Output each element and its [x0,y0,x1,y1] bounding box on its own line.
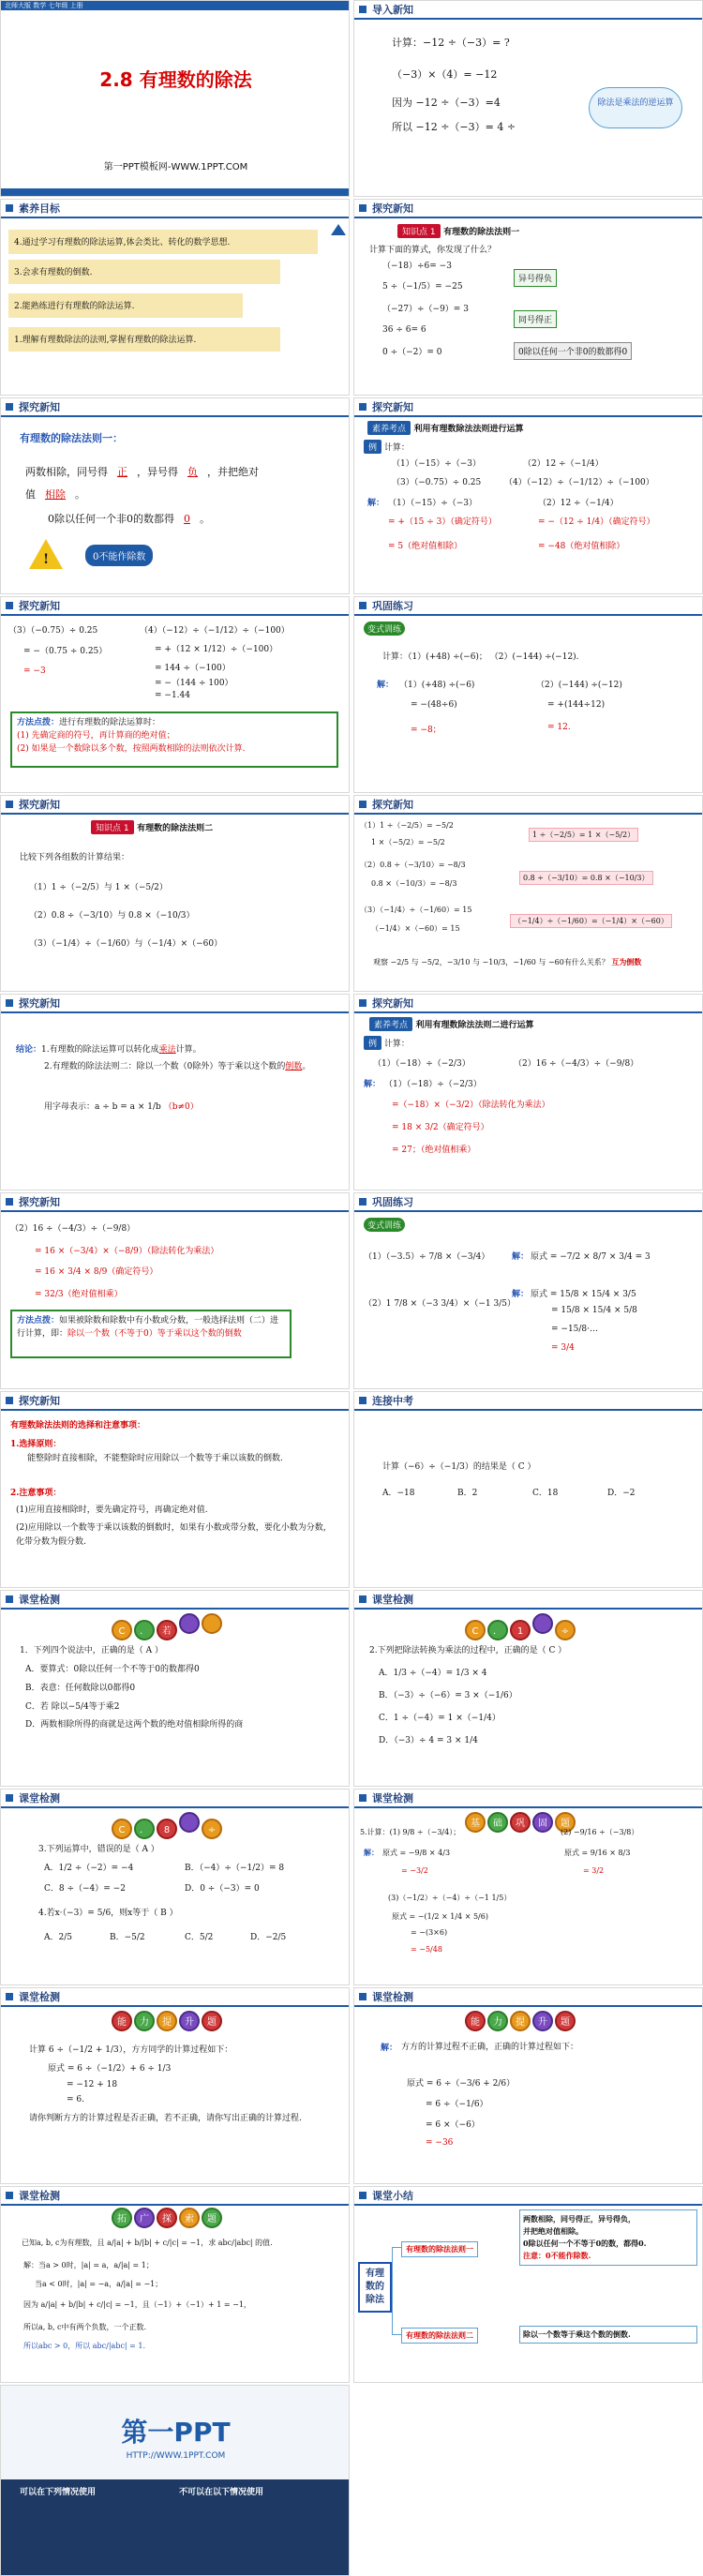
level-badge [179,1812,200,1833]
slide-header: 课堂检测 [19,1594,60,1606]
formula: 用字母表示：a ÷ b = a × 1/b [44,1102,161,1112]
answer: 相除 [45,488,66,501]
answer: 正 [117,466,127,478]
question: 计算（−6）÷（−1/3）的结果是（ C ） [382,1462,536,1472]
option-b: B．表意：任何数除以0都得0 [25,1684,136,1693]
slide-header: 探究新知 [19,1395,60,1407]
slide-check2[interactable]: 课堂检测 C ． 1 ÷ 2.下列把除法转换为乘法的过程中，正确的是（ C ） A．1/3 ÷（−4）= 1/3 × 4 B．（−3）÷（−6）= 3 ×（−1/6） C．1 ÷（−4）= 1 ×（−1/4） D．（−3）÷ 4 = 3 × 1/4 [353,1590,703,1787]
level-badge: 1 [510,1620,531,1640]
slide-header: 巩固练习 [372,1196,413,1208]
calc-line: 因为 −12 ÷（−3）=4 [392,97,501,109]
slide-header: 课堂检测 [19,2190,60,2202]
question: 2.下列把除法转换为乘法的过程中，正确的是（ C ） [369,1646,567,1655]
slide-rule1-summary[interactable]: 探究新知 有理数的除法法则一： 两数相除，同号得 正 ，异号得 负 ，并把绝对 值 相除 。 0除以任何一个非0的数都得 0 。 ! 0不能作除数 [0,397,350,594]
solution: = −(48÷6) [411,700,457,710]
slide-example2[interactable] [353,994,703,1191]
edition-badge: 北师大版 数学 七年级 上册 [5,2,83,9]
slide-example2-cont[interactable] [0,1192,350,1389]
solution: （2）12 ÷（−1/4） [538,499,619,508]
question: (3)（−1/2）÷（−4）÷（−1 1/5） [388,1894,512,1902]
summary-branch: 有理数的除法法则二 [401,2328,478,2344]
slide-check3[interactable]: 课堂检测 C ． 8 ÷ 3.下列运算中，错误的是（ A ） A．1/2 ÷（−2）= −4 B．（−4）÷（−1/2）= 8 C．8 ÷（−4）= −2 D．0 ÷（−3）= 0 4.若x·（−3）= 5/6，则x等于（ B ） A．2/5 B．−5/2 C．5/2 D．−2/5 [0,1789,350,1985]
solution: 原式 = −7/2 × 8/7 × 3/4 = 3 [531,1252,651,1262]
level-badge: 题 [555,2011,576,2031]
slide-conclusion[interactable] [0,994,350,1191]
question: 4.若x·（−3）= 5/6，则x等于（ B ） [38,1909,178,1918]
site-logo: 第一PPT [121,2417,231,2448]
solution: （2）(−144) ÷(−12) [536,681,622,690]
level-badge: 固 [532,1812,553,1833]
rule-box: 同号得正 [514,310,557,328]
solution: 所以a, b, c中有两个负数，一个正数. [23,2323,147,2331]
question: 5.计算：(1) 9/8 ÷（−3/4）； [360,1828,461,1836]
level-badge: 能 [112,2011,132,2031]
solution-label: 解： [367,499,385,508]
question: 计算： [383,443,410,453]
slide-header: 探究新知 [372,997,413,1010]
solution: = 6 ÷（−1/6） [426,2100,488,2109]
hint-bubble: 除法是乘法的逆运算 [589,87,682,128]
solution: = +（15 ÷ 3）（确定符号） [388,517,497,527]
solution: = −（0.75 ÷ 0.25） [23,647,108,656]
slide-end[interactable] [0,2385,350,2576]
slide-header: 探究新知 [372,202,413,215]
calc-line: （−3）×（4）= −12 [392,68,498,81]
slide-rule2[interactable] [0,795,350,992]
question: 比较下列各组数的计算结果： [20,853,130,862]
level-badge: ． [487,1620,508,1640]
option-c: C．18 [532,1489,559,1498]
rule-title: 有理数的除法法则一： [20,432,123,444]
option-b: B．−5/2 [110,1933,145,1942]
solution: 所以abc > 0，所以 abc/|abc| = 1. [23,2342,146,2350]
question: 1．下列四个说法中，正确的是（ A ） [20,1646,163,1655]
solution: = 3/4 [551,1343,575,1353]
solution-label: 解： [381,2044,398,2053]
usage-forbidden: 不可以在以下情况使用 [179,2488,264,2497]
conclusion-text: 。 [302,1062,311,1071]
conclusion-title: 结论： [16,1045,42,1055]
solution: 原式 = 15/8 × 15/4 × 3/5 [531,1290,636,1299]
solution: = −36 [426,2138,454,2148]
level-badge: 巩 [510,1812,531,1833]
option-b: B．（−3）÷（−6）= 3 ×（−1/6） [379,1691,517,1700]
option-d: D．（−3）÷ 4 = 3 × 1/4 [379,1736,478,1745]
level-badge: ÷ [202,1819,222,1839]
calc-line: （−27）÷（−9）= 3 [382,305,469,314]
slide-header: 探究新知 [19,997,60,1010]
knowledge-tag: 知识点 1 [397,224,441,238]
slide-header: 导入新知 [372,4,413,16]
solution: = −8； [411,726,441,735]
rule-text: 。 [75,488,85,501]
option-a: A．要算式：0除以任何一个不等于0的数都得0 [25,1665,200,1674]
tip-text: 进行有理数的除法运算时： [59,718,161,727]
goal-3: 3.会求有理数的倒数. [14,268,93,277]
slide-header: 素养目标 [19,202,60,215]
example-tag: 素养考点 [369,1017,412,1031]
level-badge: C [112,1620,132,1640]
slide-header: 探究新知 [19,1196,60,1208]
solution: = −(3×6) [411,1928,448,1937]
rule-text: 0除以任何一个非0的数都得 [48,513,174,525]
slide-header: 探究新知 [19,799,60,811]
level-badge: ÷ [555,1620,576,1640]
calc-line: 1 ×（−5/2）= −5/2 [371,838,445,846]
option-a: A．−18 [382,1489,415,1498]
level-badge [202,1613,222,1634]
slide-notes[interactable] [0,1391,350,1588]
level-badge: 题 [202,2011,222,2031]
problem: （2）1 7/8 ×（−3 3/4）×（−1 3/5） [364,1299,516,1309]
answer: 倒数 [285,1062,303,1071]
equality-box: 1 ÷（−2/5）= 1 ×（−5/2） [529,828,638,842]
slide-header: 探究新知 [19,600,60,612]
option-d: D．0 ÷（−3）= 0 [185,1884,260,1894]
level-badge: ． [134,1620,155,1640]
summary-text: 两数相除，同号得正，异号得负， [523,2214,636,2224]
slide-rule2-compare[interactable] [353,795,703,992]
level-badge: 升 [532,2011,553,2031]
option-c: C．5/2 [185,1933,214,1942]
calc-line: 36 ÷ 6= 6 [382,325,426,335]
tag-title: 有理数的除法法则二 [137,824,214,833]
ex-label: 例 [364,1036,381,1050]
solution: = −5/48 [411,1945,442,1954]
rule-box: 0除以任何一个非0的数都得0 [514,342,632,360]
example-tag: 素养考点 [367,421,411,435]
slide-title[interactable] [0,0,350,197]
solution: = −（144 ÷ 100） [155,679,233,688]
level-badge: ． [134,1819,155,1839]
tag-title: 有理数的除法法则一 [443,228,520,237]
answer: 负 [187,466,198,478]
solution: （1）（−18）÷（−2/3） [384,1080,482,1089]
calc-line: 0.8 ×（−10/3）= −8/3 [371,879,457,888]
slide-improve2[interactable] [353,1987,703,2184]
summary-detail [519,2209,697,2266]
option-a: A．1/2 ÷（−2）= −4 [44,1864,134,1873]
slide-header: 课堂小结 [372,2190,413,2202]
summary-detail: 除以一个数等于乘这个数的倒数. [519,2326,697,2344]
slide-header: 连接中考 [372,1395,413,1407]
level-badge: 升 [179,2011,200,2031]
slide-practice2[interactable] [353,1192,703,1389]
question: (2) −9/16 ÷（−3/8） [561,1828,639,1836]
level-badge: 提 [510,2011,531,2031]
summary-text: 0除以任何一个不等于0的数，都得0. [523,2239,647,2248]
solution: 原式 = −9/8 × 4/3 [382,1849,451,1857]
option-c: 除以−5/4等于乘2 [51,1702,120,1712]
calc-line: （−1/4）×（−60）= 15 [371,924,460,933]
rule-text: ，异号得 [137,466,178,478]
slide-example1[interactable] [353,397,703,594]
goal-4: 4.通过学习有理数的除法运算,体会类比、转化的数学思想. [14,238,231,247]
level-badge: 基 [465,1812,486,1833]
problem: （2）16 ÷（−4/3）÷（−9/8） [514,1059,639,1069]
summary-text: 注意：0不能作除数. [523,2251,591,2260]
site-subtitle: 第一PPT模板网-WWW.1PPT.COM [103,162,248,172]
variant-badge: 变式训练 [364,1218,405,1232]
notes-heading: 1.选择原则： [10,1440,62,1449]
slide-header: 探究新知 [372,799,413,811]
solution: = 6 ×（−6） [426,2120,480,2130]
calc-line: （−18）÷6= −3 [382,262,452,271]
slide-header: 课堂检测 [372,1792,413,1805]
slide-rule1[interactable] [353,199,703,396]
level-badge: 广 [134,2208,155,2228]
question: 计算：（1）(+48) ÷(−6)； （2）(−144) ÷(−12). [382,652,579,662]
solution-label: 解： [364,1848,379,1857]
question: 观察 −2/5 与 −5/2，−3/10 与 −10/3，−1/60 与 −60有什么关系？ [373,958,609,966]
solution: = 27；（绝对值相乘） [392,1146,476,1155]
rule-box: 异号得负 [514,269,557,287]
goal-1: 1.理解有理数除法的法则,掌握有理数的除法运算. [14,336,197,345]
goal-2: 2.能熟练进行有理数的除法运算. [14,302,135,311]
arrow-up-icon [331,224,346,235]
slide-header: 巩固练习 [372,600,413,612]
ex-label: 例 [364,440,381,454]
tip-box [10,711,338,768]
option-b: B．（−4）÷（−1/2）= 8 [185,1864,285,1873]
instruction: 请你判断方方的计算过程是否正确，若不正确，请你写出正确的计算过程. [29,2114,302,2123]
solution-label: 解： [377,681,395,690]
solution: （4）（−12）÷（−1/12）÷（−100） [140,626,290,636]
calc-line: （2）0.8 ÷（−3/10）= −8/3 [360,861,466,869]
question: 已知a, b, c为有理数，且 a/|a| + b/|b| + c/|c| = −1，求 abc/|abc| 的值. [22,2239,273,2247]
slide-header: 课堂检测 [19,1991,60,2003]
solution: （3）（−0.75）÷ 0.25 [8,626,98,636]
variant-badge: 变式训练 [364,622,405,636]
slide-example1-cont[interactable] [0,596,350,793]
condition: （b≠0） [163,1102,199,1112]
option-a: A．1/3 ÷（−4）= 1/3 × 4 [379,1669,487,1678]
usage-allowed: 可以在下列情况使用 [20,2488,97,2497]
level-badge: C [465,1620,486,1640]
solution: = −3 [23,666,46,676]
solution: = −15/8·… [551,1325,599,1334]
solution: = 18 × 3/2（确定符号） [392,1123,489,1132]
solution: = −（12 ÷ 1/4）（确定符号） [538,517,655,527]
problem: （1）（−15）÷（−3） [392,459,482,469]
problem: （2）12 ÷（−1/4） [523,459,604,469]
calc-line: 所以 −12 ÷（−3）= 4 ÷ [392,121,516,133]
tip-title: 方法点拨： [17,1316,60,1325]
level-badge: 力 [487,2011,508,2031]
option-b: B．2 [457,1489,478,1498]
slide-goals[interactable] [0,199,350,396]
problem: （1）（−18）÷（−2/3） [373,1059,471,1069]
warning-note: 0不能作除数 [85,545,153,566]
solution: = −3/2 [401,1866,428,1875]
slide-improve1[interactable] [0,1987,350,2184]
slide-header: 探究新知 [19,401,60,413]
solution: 原式 = 6 ÷（−3/6 + 2/6） [407,2079,516,2089]
problem: （1）（−3.5）÷ 7/8 ×（−3/4） [364,1252,490,1262]
slide-practice1[interactable] [353,596,703,793]
slide-intro[interactable] [353,0,703,197]
slide-check1[interactable]: 课堂检测 C ． 若 1．下列四个说法中，正确的是（ A ） A．要算式：0除以任何一个不等于0的数都得0 B．表意：任何数除以0都得0 C．若 除以−5/4等于乘2 D．两数相除所得的商就是这两个数的绝对值相除所得的商 [0,1590,350,1787]
level-badge: 索 [179,2208,200,2228]
level-badge: 题 [555,1812,576,1833]
question: 计算：−12 ÷（−3）= ? [392,37,510,49]
calc-line: = −12 + 18 [67,2080,118,2089]
option-d: D．−2/5 [250,1933,287,1942]
notes-text: (1)应用直接相除时，要先确定符号，再确定绝对值. [16,1505,208,1515]
level-badge [179,1613,200,1634]
solution: = 32/3（绝对值相乘） [35,1290,123,1299]
solution: 方方的计算过程不正确，正确的计算过程如下： [401,2043,579,2052]
problem: （2）0.8 ÷（−3/10）与 0.8 ×（−10/3） [29,911,195,921]
level-badge: C [112,1819,132,1839]
answer: 乘法 [158,1045,176,1055]
rule-text: ，并把绝对 [207,466,259,478]
solution: = +(144÷12) [547,700,606,710]
notes-title: 有理数除法法则的选择和注意事项： [10,1421,146,1430]
calc-line: （3）（−1/4）÷（−1/60）= 15 [360,906,472,914]
solution: 当a < 0时，|a| = −a，a/|a| = −1； [35,2280,163,2288]
knowledge-tag: 知识点 1 [91,820,134,834]
level-badge: 探 [157,2208,177,2228]
solution-label: 解： [512,1290,530,1299]
solution: = 16 × 3/4 × 8/9（确定符号） [35,1267,158,1277]
tip-text: 如果被除数和除数中有小数或分数，一般选择法则（二）进行计算，即： [17,1316,279,1339]
summary-text: 并把绝对值相除。 [523,2226,583,2236]
solution: 解：当a > 0时，|a| = a，a/|a| = 1； [23,2261,154,2269]
slide-header: 课堂检测 [372,1991,413,2003]
conclusion-text: 1.有理数的除法运算可以转化成 [41,1045,159,1055]
question: 计算 6 ÷（−1/2 + 1/3），方方同学的计算过程如下： [29,2045,233,2055]
tag-title: 利用有理数除法法则二进行运算 [415,1021,534,1030]
option-d: D．−2 [607,1489,636,1498]
slide-header: 课堂检测 [372,1594,413,1606]
conclusion-text: 2.有理数的除法法则二：除以一个数（0除外）等于乘以这个数的 [44,1062,286,1071]
solution: = 3/2 [583,1866,605,1875]
level-badge: 8 [157,1819,177,1839]
calc-line: 0 ÷（−2）= 0 [382,348,442,357]
rule-text: 值 [25,488,36,501]
level-badge: 题 [202,2208,222,2228]
conclusion-text: 计算。 [175,1045,202,1055]
option-d: D．两数相除所得的商就是这两个数的绝对值相除所得的商 [25,1720,244,1730]
calc-line: 5 ÷（−1/5）= −25 [382,282,463,292]
question: 计算下面的算式，你发现了什么？ [369,246,497,255]
tip-title: 方法点拨： [17,718,60,727]
slide-check4[interactable] [353,1789,703,1985]
rule-text: 两数相除，同号得 [25,466,108,478]
tip-text: 除以一个数（不等于0）等于乘以这个数的倒数 [67,1329,242,1339]
solution-label: 解： [364,1080,381,1089]
solution: 原式 = −(1/2 × 1/4 × 5/6) [392,1912,488,1921]
level-badge: 础 [487,1812,508,1833]
slide-header: 课堂检测 [19,1792,60,1805]
solution: = −48（绝对值相除） [538,542,625,551]
tip-box [10,1310,292,1358]
calc-line: = 6. [67,2095,84,2104]
problem: （3）（−0.75）÷ 0.25 [392,478,482,487]
tip-text: (2) 如果是一个数除以多个数，按照两数相除的法则依次计算. [17,744,246,754]
solution: （2）16 ÷（−4/3）÷（−9/8） [10,1224,136,1234]
problem: （1）1 ÷（−2/5）与 1 ×（−5/2） [29,883,168,892]
solution: 原式 = 9/16 × 8/3 [564,1849,631,1857]
solution: 因为 a/|a| + b/|b| + c/|c| = −1，且（−1）+（−1）+ 1 = −1， [23,2300,251,2309]
solution: （1）(+48) ÷(−6) [399,681,475,690]
slide-exam[interactable] [353,1391,703,1588]
answer: 互为倒数 [611,957,642,966]
level-badge: 能 [465,2011,486,2031]
problem: （3）（−1/4）÷（−1/60）与（−1/4）×（−60） [29,939,223,949]
slide-extend[interactable] [0,2186,350,2383]
equality-box: 0.8 ÷（−3/10）= 0.8 ×（−10/3） [519,871,653,885]
notes-text: 能整除时直接相除，不能整除时应用除以一个数等于乘以该数的倒数. [27,1454,283,1463]
solution: = −1.44 [155,691,190,700]
level-badge: 拓 [112,2208,132,2228]
calc-line: 原式 = 6 ÷（−1/2）+ 6 ÷ 1/3 [48,2064,172,2074]
solution: （1）（−15）÷（−3） [388,499,478,508]
question: 计算： [383,1040,410,1049]
problem: （4）（−12）÷（−1/12）÷（−100） [504,478,654,487]
summary-branch: 有理数的除法法则一 [401,2241,478,2257]
solution: =（−18）×（−3/2）（除法转化为乘法） [392,1101,550,1110]
rule-text: 。 [200,513,210,525]
solution: = 12. [547,723,571,732]
equality-box: （−1/4）÷（−1/60）=（−1/4）×（−60） [510,914,672,928]
calc-line: （1）1 ÷（−2/5）= −5/2 [360,821,454,830]
page-title: 2.8 有理数的除法 [99,68,252,91]
slide-header: 探究新知 [372,401,413,413]
solution: = +（12 × 1/12）÷（−100） [155,645,278,654]
summary-center: 有理数的除法 [358,2262,392,2313]
solution-label: 解： [512,1252,530,1262]
slide-summary[interactable] [353,2186,703,2383]
level-badge [532,1613,553,1634]
site-url: HTTP://WWW.1PPT.COM [126,2451,226,2461]
tag-title: 利用有理数除法法则进行运算 [413,425,524,434]
answer: 0 [184,513,190,525]
level-badge: 若 [157,1620,177,1640]
level-badge: 提 [157,2011,177,2031]
solution: = 144 ÷（−100） [155,664,231,673]
solution: = 15/8 × 15/4 × 5/8 [551,1306,637,1315]
notes-heading: 2.注意事项： [10,1489,62,1498]
solution: = 16 ×（−3/4）×（−8/9）（除法转化为乘法） [35,1247,219,1256]
option-a: A．2/5 [44,1933,72,1942]
level-badge: 力 [134,2011,155,2031]
notes-text: (2)应用除以一个数等于乘以该数的倒数时，如果有小数或带分数，要化小数为分数，化带分数为假分数. [16,1523,332,1547]
tip-text: (1) 先确定商的符号，再计算商的绝对值； [17,731,175,741]
question: 3.下列运算中，错误的是（ A ） [38,1845,159,1854]
solution: = 5（绝对值相除） [388,542,463,551]
